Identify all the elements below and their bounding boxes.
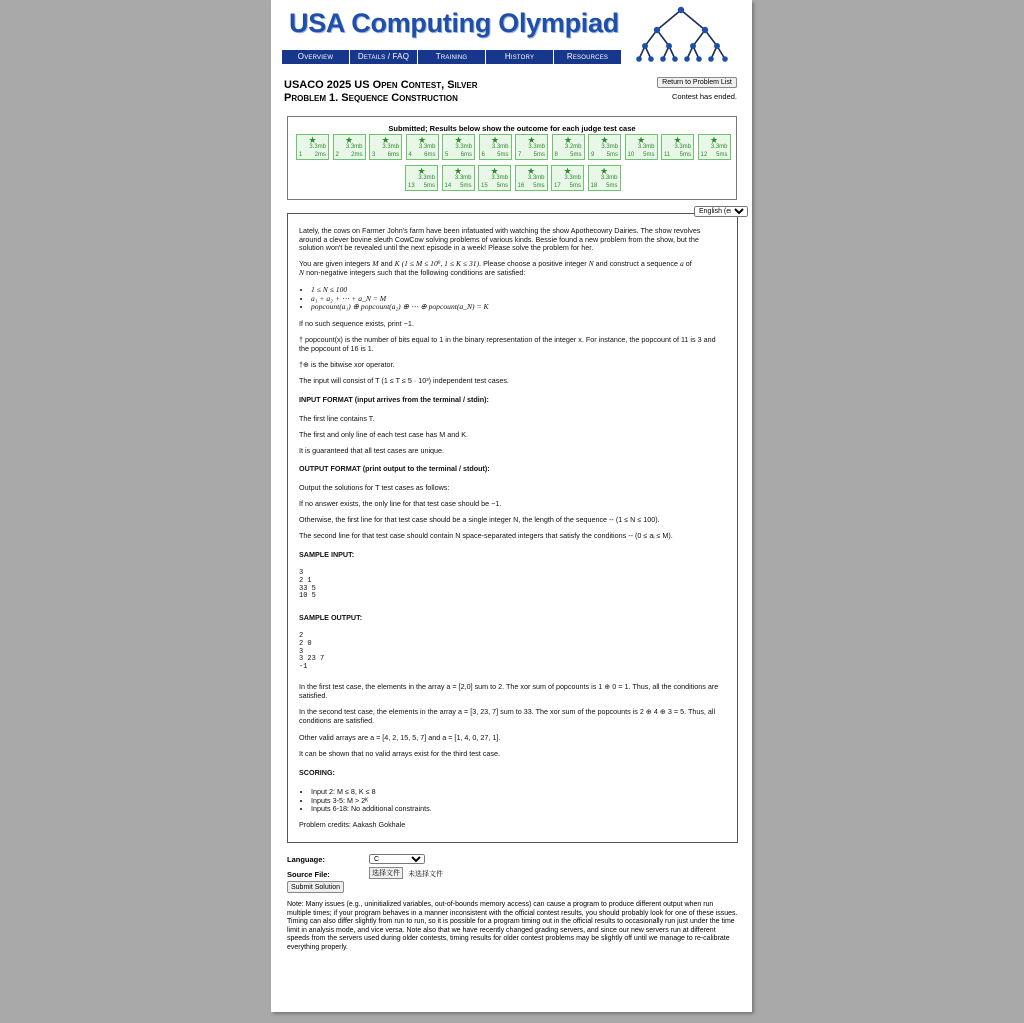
nav-overview[interactable]: Overview [282, 50, 350, 64]
test-case-memory: 3.3mb [601, 144, 618, 150]
star-icon: ★ [344, 135, 354, 145]
test-case-number: 15 [481, 183, 488, 189]
explanation-1: In the first test case, the elements in the array a = [2,0] sum to 2. The xor sum of popcounts is 1 ⊕ 0 = 1. Thus, all the conditions are satisfied. [299, 682, 719, 700]
explanation-4: It can be shown that no valid arrays exist for the third test case. [299, 749, 500, 758]
test-case-memory: 3.3mb [455, 144, 472, 150]
explanation-3: Other valid arrays are a = [4, 2, 15, 5, 7] and a = [1, 4, 0, 27, 1]. [299, 733, 501, 742]
test-case-time: 5ms [679, 152, 691, 158]
page-title [284, 79, 478, 105]
test-case-memory: 3.3mb [345, 144, 363, 150]
sample-output-block: 2 2 0 3 3 23 7 -1 [299, 632, 325, 672]
intro-paragraph: Lately, the cows on Farmer John's farm have been infatuated with watching the show Apothecowry Dairies. The show revolves around a clever bovine sleuth CowCow solving problems of various kinds. Bessie found a new problem from the show, but the solution won't be revealed until the next episode in a week! Please solve the problem for her. [299, 226, 701, 253]
star-icon: ★ [490, 135, 500, 145]
star-icon: ★ [453, 166, 463, 176]
star-icon: ★ [527, 135, 536, 145]
test-case-memory: 3.3mb [527, 175, 545, 181]
star-icon: ★ [417, 135, 427, 145]
test-case-result [405, 165, 438, 191]
star-icon: ★ [526, 166, 536, 176]
return-to-problem-list-button[interactable]: Return to Problem List [657, 77, 737, 88]
tree-logo-icon [633, 4, 733, 64]
test-case-memory: 3.2mb [564, 144, 582, 150]
test-case-time: 5ms [716, 152, 728, 158]
test-case-number: 12 [700, 152, 708, 158]
star-icon: ★ [709, 135, 719, 145]
nav-training[interactable]: Training [418, 50, 486, 64]
test-case-number: 16 [517, 183, 525, 189]
test-case-number: 11 [664, 152, 671, 158]
test-case-time: 5ms [606, 183, 618, 189]
contest-name: USACO 2025 US Open Contest, Silver [284, 79, 478, 91]
xor-note: †⊕ is the bitwise xor operator. [299, 360, 395, 369]
test-case-number: 18 [590, 183, 598, 189]
test-case-number: 10 [627, 152, 635, 158]
input-line-3: It is guaranteed that all test cases are unique. [299, 446, 445, 455]
timing-note: Note: Many issues (e.g., uninitialized variables, out-of-bounds memory access) can cause a program to produce different output when run multiple times; if your program behaves in a manner inconsistent with the official contest results, you should probably look for one of these issues. Timing can also differ slightly from run to run, so it is possible for a program timing out in the official results to occasionally run just under the time limit in analysis mode, and vice versa. Note also that we have recently changed grading servers, and since our new servers run at different speeds from the servers used during older contests, timing results for older contest problems may be slightly off until we manage to re-calibrate everything properly. [287, 901, 738, 951]
test-case-number: 8 [554, 152, 558, 158]
test-case-memory: 3.3mb [418, 144, 436, 150]
test-case-result [551, 165, 584, 191]
test-case-time: 2ms [314, 152, 326, 158]
star-icon: ★ [308, 135, 317, 145]
given-k: K [394, 259, 400, 268]
language-label: Language: [287, 855, 325, 864]
problem-credits: Problem credits: Aakash Gokhale [299, 820, 406, 829]
test-case-number: 13 [408, 183, 415, 189]
test-case-result [369, 134, 402, 160]
star-icon: ★ [673, 135, 682, 145]
test-case-result [625, 134, 658, 160]
test-case-time: 5ms [533, 152, 545, 158]
test-case-result [588, 134, 621, 160]
scoring-item: • Input 2: M ≤ 8, K ≤ 8 [311, 788, 724, 797]
test-case-result [552, 134, 585, 160]
test-case-memory: 3.3mb [600, 175, 618, 181]
test-case-memory: 3.3mb [564, 175, 581, 181]
output-line-4: The second line for that test case should contain N space-separated integers that satisfy the conditions -- (0 ≤ aᵢ ≤ M). [299, 531, 673, 540]
star-icon: ★ [563, 135, 573, 145]
test-case-memory: 3.3mb [418, 175, 435, 181]
test-case-memory: 3.3mb [674, 144, 691, 150]
conditions-list [299, 286, 724, 312]
test-case-result [333, 134, 366, 160]
test-case-time: 6ms [424, 152, 436, 158]
problem-name: Problem 1. Sequence Construction [284, 92, 458, 104]
test-case-time: 5ms [496, 183, 508, 189]
problem-statement [287, 213, 738, 843]
input-line-2: The first and only line of each test case has M and K. [299, 430, 468, 439]
test-case-memory: 3.3mb [528, 144, 545, 150]
test-case-number: 17 [554, 183, 561, 189]
test-case-result [661, 134, 694, 160]
given-m: M [372, 259, 379, 268]
test-case-result [406, 134, 439, 160]
star-icon: ★ [600, 135, 609, 145]
page [271, 0, 752, 1012]
submit-solution-button[interactable]: Submit Solution [287, 881, 344, 893]
test-case-memory: 3.3mb [491, 175, 508, 181]
test-case-result [515, 165, 548, 191]
test-case-memory: 3.3mb [382, 144, 399, 150]
test-case-time: 5ms [497, 152, 509, 158]
test-case-number: 7 [518, 152, 522, 158]
test-case-number: 14 [444, 183, 452, 189]
test-case-time: 5ms [460, 183, 472, 189]
test-case-number: 6 [481, 152, 485, 158]
popcount-note: † popcount(x) is the number of bits equal to 1 in the binary representation of the integer x. For instance, the popcount of 11 is 3 and the popcount of 16 is 1. [299, 335, 716, 353]
results-title: Submitted; Results below show the outcome for each judge test case [388, 124, 636, 133]
star-icon: ★ [417, 166, 426, 176]
given-paragraph [299, 260, 724, 277]
given-text-1: You are given integers [299, 259, 373, 268]
input-line-1: The first line contains T. [299, 414, 375, 423]
star-icon: ★ [381, 135, 390, 145]
statement-language-select[interactable] [694, 206, 748, 217]
star-icon: ★ [454, 135, 463, 145]
given-a: a [679, 259, 684, 268]
input-format-heading: INPUT FORMAT (input arrives from the terminal / stdin): [299, 395, 489, 404]
results-box [287, 116, 737, 200]
test-case-time: 5ms [570, 152, 582, 158]
nav-details-faq[interactable]: Details / FAQ [350, 50, 418, 64]
given-n2: N [299, 267, 305, 277]
test-case-memory: 3.3mb [454, 175, 472, 181]
test-case-time: 6ms [387, 152, 399, 158]
contest-status: Contest has ended. [671, 92, 737, 101]
given-text-and: and [378, 259, 395, 268]
scoring-item: • Inputs 3-5: M > 2ᴷ [311, 797, 724, 806]
output-line-1: Output the solutions for T test cases as follows: [299, 483, 450, 492]
choose-file-button[interactable]: 选择文件 [369, 867, 403, 879]
test-case-number: 9 [591, 152, 595, 158]
explanation-2: In the second test case, the elements in the array a = [3, 23, 7] sum to 33. The xor sum of the popcounts is 2 ⊕ 4 ⊕ 3 = 5. Thus, all conditions are satisfied. [299, 707, 716, 725]
condition-item: • 1 ≤ N ≤ 100 [311, 286, 724, 295]
condition-item: • a₁ + a₂ + ⋯ + a_N = M [311, 295, 724, 304]
test-case-time: 6ms [460, 152, 472, 158]
scoring-item: • Inputs 6-18: No additional constraints. [311, 805, 724, 814]
sample-input-block: 3 2 1 33 5 10 5 [299, 569, 316, 601]
test-case-result [442, 165, 475, 191]
test-case-result [515, 134, 548, 160]
test-case-number: 1 [299, 152, 303, 158]
test-case-time: 5ms [569, 183, 581, 189]
no-sequence-note: If no such sequence exists, print −1. [299, 319, 414, 328]
test-case-memory: 3.3mb [491, 144, 509, 150]
test-case-memory: 3.3mb [710, 144, 728, 150]
sample-input-heading: SAMPLE INPUT: [299, 550, 355, 559]
sample-output-heading: SAMPLE OUTPUT: [299, 613, 363, 622]
output-line-3: Otherwise, the first line for that test case should be a single integer N, the length of the sequence -- (1 ≤ N ≤ 100). [299, 515, 660, 524]
test-case-number: 2 [335, 152, 339, 158]
test-case-result [442, 134, 475, 160]
star-icon: ★ [490, 166, 499, 176]
source-file-label: Source File: [287, 870, 330, 879]
test-case-memory: 3.3mb [309, 144, 326, 150]
test-case-number: 4 [408, 152, 412, 158]
given-text-2: . Please choose a positive integer [479, 259, 589, 268]
test-case-time: 5ms [423, 183, 435, 189]
test-case-memory: 3.3mb [637, 144, 655, 150]
given-text-4: non-negative integers such that the following conditions are satisfied: [304, 267, 526, 277]
test-case-result [296, 134, 329, 160]
nav-resources[interactable]: Resources [554, 50, 621, 64]
given-n: N [588, 259, 594, 268]
star-icon: ★ [563, 166, 572, 176]
star-icon: ★ [636, 135, 646, 145]
test-case-result [479, 134, 512, 160]
test-case-result [588, 165, 621, 191]
site-logo-text[interactable]: USA Computing Olympiad [289, 8, 619, 38]
given-text-of: of [683, 259, 692, 268]
test-case-number: 3 [372, 152, 376, 158]
test-case-time: 5ms [643, 152, 655, 158]
file-status: 未选择文件 [408, 871, 443, 878]
test-case-result [698, 134, 731, 160]
main-nav [282, 50, 621, 64]
scoring-heading: SCORING: [299, 768, 335, 777]
output-format-heading: OUTPUT FORMAT (print output to the terminal / stdout): [299, 464, 490, 473]
given-text-3: and construct a sequence [593, 259, 680, 268]
nav-history[interactable]: History [486, 50, 554, 64]
language-select[interactable] [369, 854, 425, 864]
test-case-time: 5ms [533, 183, 545, 189]
test-case-number: 5 [445, 152, 449, 158]
test-case-time: 5ms [606, 152, 618, 158]
output-line-2: If no answer exists, the only line for that test case should be −1. [299, 499, 502, 508]
input-tests: The input will consist of T (1 ≤ T ≤ 5 · 10³) independent test cases. [299, 376, 509, 385]
test-case-result [478, 165, 511, 191]
star-icon: ★ [599, 166, 609, 176]
given-constraint: (1 ≤ M ≤ 10⁹, 1 ≤ K ≤ 31) [399, 259, 480, 268]
scoring-list [299, 788, 724, 814]
test-case-time: 2ms [351, 152, 363, 158]
condition-item: • popcount(a₁) ⊕ popcount(a₂) ⊕ ⋯ ⊕ popcount(a_N) = K [311, 303, 724, 312]
